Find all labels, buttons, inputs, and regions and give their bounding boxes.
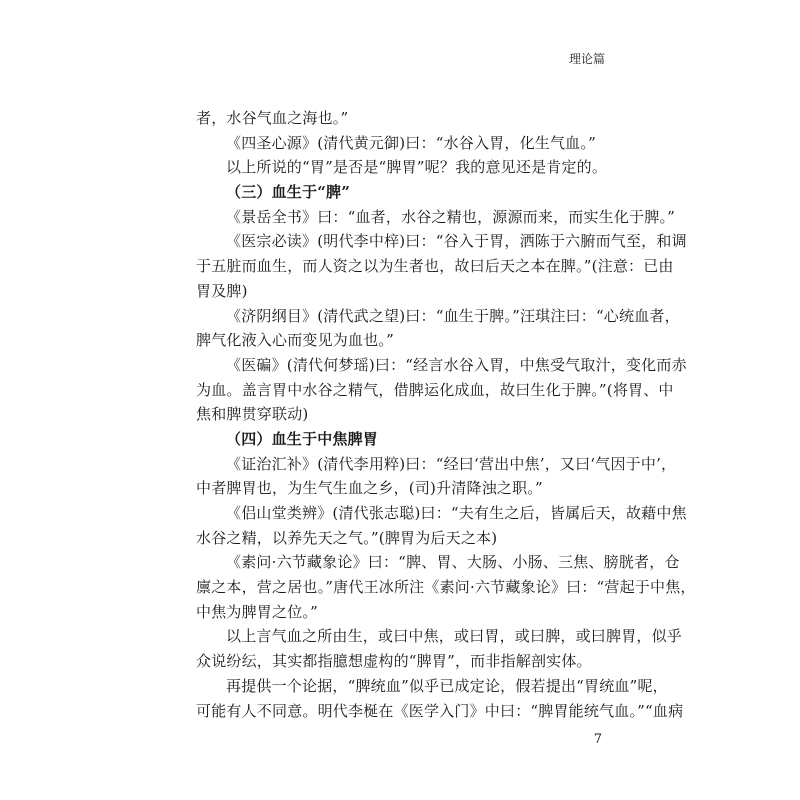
- text-line: 《证治汇补》(清代李用粹)曰：“经曰‘营出中焦’，又曰‘气因于中’，: [226, 454, 677, 473]
- text-line: 胃及脾): [196, 281, 248, 300]
- section-heading: （三）血生于“脾”: [226, 183, 351, 202]
- text-line: 廪之本，营之居也。”唐代王冰所注《素问·六节藏象论》曰：“营起于中焦，: [196, 578, 696, 597]
- text-line: 以上言气血之所由生，或曰中焦，或曰胃，或曰脾，或曰脾胃，似乎: [226, 627, 683, 646]
- text-line: 以上所说的“胃”是否是“脾胃”呢？我的意见还是肯定的。: [226, 158, 608, 177]
- text-line: 众说纷纭，其实都指臆想虚构的“脾胃”，而非指解剖实体。: [196, 652, 592, 671]
- text-line: 《医碥》(清代何梦瑶)曰：“经言水谷入胃，中焦受气取汁，变化而赤: [226, 355, 687, 374]
- text-line: 中者脾胃也，为生气生血之乡，(司)升清降浊之职。”: [196, 479, 543, 498]
- text-line: 为血。盖言胃中水谷之精气，借脾运化成血，故曰生化于脾。”(将胃、中: [196, 380, 674, 399]
- section-heading: （四）血生于中焦脾胃: [226, 429, 379, 448]
- text-line: 《四圣心源》(清代黄元御)曰：“水谷入胃，化生气血。”: [226, 133, 596, 152]
- text-line: 水谷之精，以养先天之气。”(脾胃为后天之本): [196, 528, 498, 547]
- text-line: 再提供一个论据，“脾统血”似乎已成定论，假若提出“胃统血”呢，: [226, 676, 668, 695]
- text-line: 《济阴纲目》(清代武之望)曰：“血生于脾。”汪琪注曰：“心统血者，: [226, 306, 680, 325]
- text-line: 《景岳全书》曰：“血者，水谷之精也，源源而来，而实生化于脾。”: [226, 207, 676, 226]
- text-line: 《医宗必读》(明代李中梓)曰：“谷入于胃，洒陈于六腑而气至，和调: [226, 232, 687, 251]
- running-header: 理论篇: [568, 52, 605, 66]
- text-line: 中焦为脾胃之位。”: [196, 602, 318, 621]
- text-line: 焦和脾贯穿联动): [196, 405, 309, 424]
- page-body: [196, 106, 696, 723]
- text-line: 者，水谷气血之海也。”: [196, 109, 349, 127]
- text-line: 《素问·六节藏象论》曰：“脾、胃、大肠、小肠、三焦、膀胱者，仓: [226, 553, 680, 572]
- text-line: 可能有人不同意。明代李梴在《医学入门》中曰：“脾胃能统气血。”“血病: [196, 701, 684, 720]
- text-line: 《侣山堂类辨》(清代张志聪)曰：“夫有生之后，皆属后天，故藉中焦: [226, 504, 687, 522]
- text-line: 于五脏而血生，而人资之以为生者也，故曰后天之本在脾。”(注意：已由: [196, 257, 674, 276]
- text-line: 脾气化液入心而变见为血也。”: [196, 331, 394, 350]
- page-number: 7: [593, 732, 602, 747]
